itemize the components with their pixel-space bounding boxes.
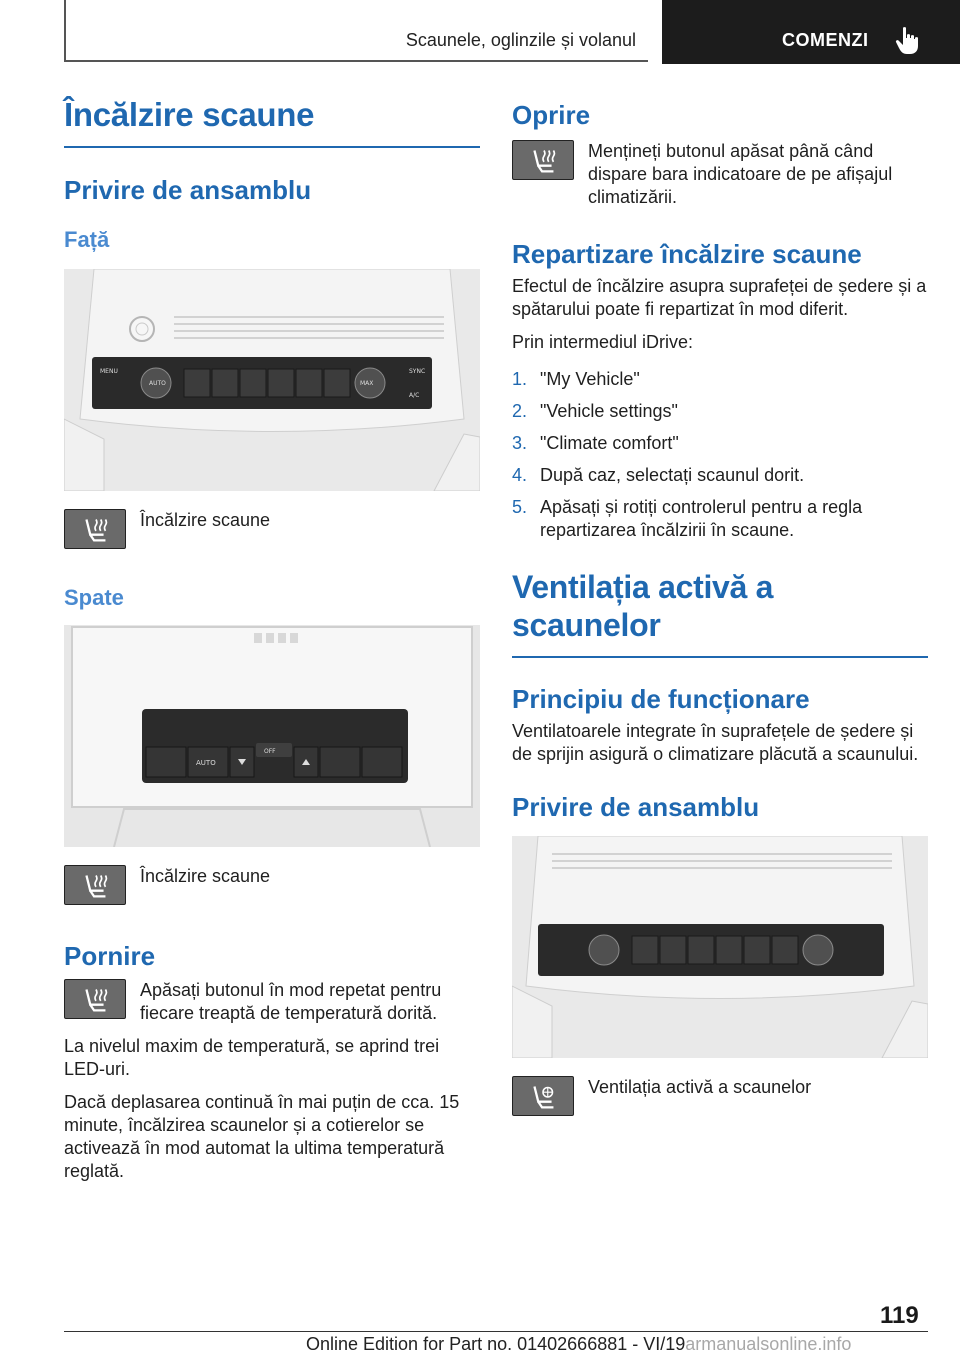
text-auto-resume: Dacă deplasarea continuă în mai puțin de cca. 15 minute, încălzirea scaunelor și a cotierelor se activează în mod automat la ultima temperatură reglată. [64,1092,460,1181]
heading-rear: Spate [64,585,124,610]
heading-rule-ventilation [512,656,928,658]
panel-label-off: OFF [264,748,276,755]
heading-off: Oprire [512,100,591,130]
photo-rear-climate-panel [64,625,480,847]
pointing-hand-icon [894,26,922,56]
seat-ventilation-button-icon [512,1076,574,1116]
heading-front: Față [64,227,110,252]
step-item: 2. "Vehicle settings" [512,401,678,421]
icon-row-front [64,509,480,555]
step-item: 5. Apăsați și rotiți controlerul pentru a regla repartizarea încălzirii în scaune. [512,497,863,540]
seat-heating-button-icon-rear [64,865,126,905]
header-tab-comenzi[interactable] [662,0,960,64]
text-principle: Ventilatoarele integrate în suprafețele de ședere și de sprijin asigură o climatizare plăcută a scaunului. [512,721,919,764]
footer-rule [64,1331,928,1332]
steps-list [512,368,928,542]
step-item: 3. "Climate comfort" [512,433,679,453]
icon-row-ventilation [512,1076,928,1122]
header-section-box [64,0,648,62]
icon-row-on [64,979,480,1027]
panel-label-auto-rear: AUTO [196,759,216,767]
text-turn-off: Mențineți butonul apăsat până când dispare bara indicatoare de pe afișajul climatizării. [588,141,893,207]
icon-row-off [512,140,928,209]
step-item: 4. După caz, selectați scaunul dorit. [512,465,805,485]
photo-ventilation-panel [512,836,928,1058]
caption-active-ventilation: Ventilația activă a scaunelor [588,1077,812,1097]
text-led-info: La nivelul maxim de temperatură, se aprind trei LED-uri. [64,1036,440,1079]
seat-heating-button-icon-on [64,979,126,1019]
photo-front-climate-panel [64,269,480,491]
heading-principle: Principiu de funcționare [512,684,810,714]
panel-label-max: MAX [360,380,374,387]
seat-heating-button-icon-off [512,140,574,180]
header-section-title: Scaunele, oglinzile și volanul [405,30,636,50]
seat-heating-button-icon [64,509,126,549]
footer-edition-text: Online Edition for Part no. 01402666881 - VI/19 [306,1334,686,1354]
heading-seat-heating: Încălzire scaune [64,96,315,133]
text-distribution: Efectul de încălzire asupra suprafeței de ședere și a spătarului poate fi repartizat în mod diferit. [512,276,927,319]
panel-label-ac: A/C [409,392,420,399]
text-idrive: Prin intermediul iDrive: [512,332,694,352]
heading-overview-ventilation: Privire de ansamblu [512,792,760,822]
right-column [512,100,928,1122]
heading-rule [64,146,480,148]
header-tab-label: COMENZI [782,30,869,50]
page-number: 119 [880,1302,919,1329]
panel-label-sync: SYNC [409,368,426,375]
heading-overview: Privire de ansamblu [64,175,312,205]
panel-label-menu: MENU [100,368,118,375]
heading-distribution: Repartizare încălzire scaune [512,239,862,269]
panel-label-auto: AUTO [149,380,166,387]
left-column [64,96,480,1183]
text-turn-on: Apăsați butonul în mod repetat pentru fiecare treaptă de temperatură dorită. [140,980,442,1023]
caption-rear-seat-heating: Încălzire scaune [140,866,271,886]
heading-active-ventilation: Ventilația activă a scaunelor [512,569,774,643]
caption-front-seat-heating: Încălzire scaune [140,510,271,530]
icon-row-rear [64,865,480,911]
heading-on: Pornire [64,941,156,971]
step-item: 1. "My Vehicle" [512,369,640,389]
footer-edition [306,1334,851,1355]
footer-watermark: armanualsonline.info [685,1334,852,1354]
